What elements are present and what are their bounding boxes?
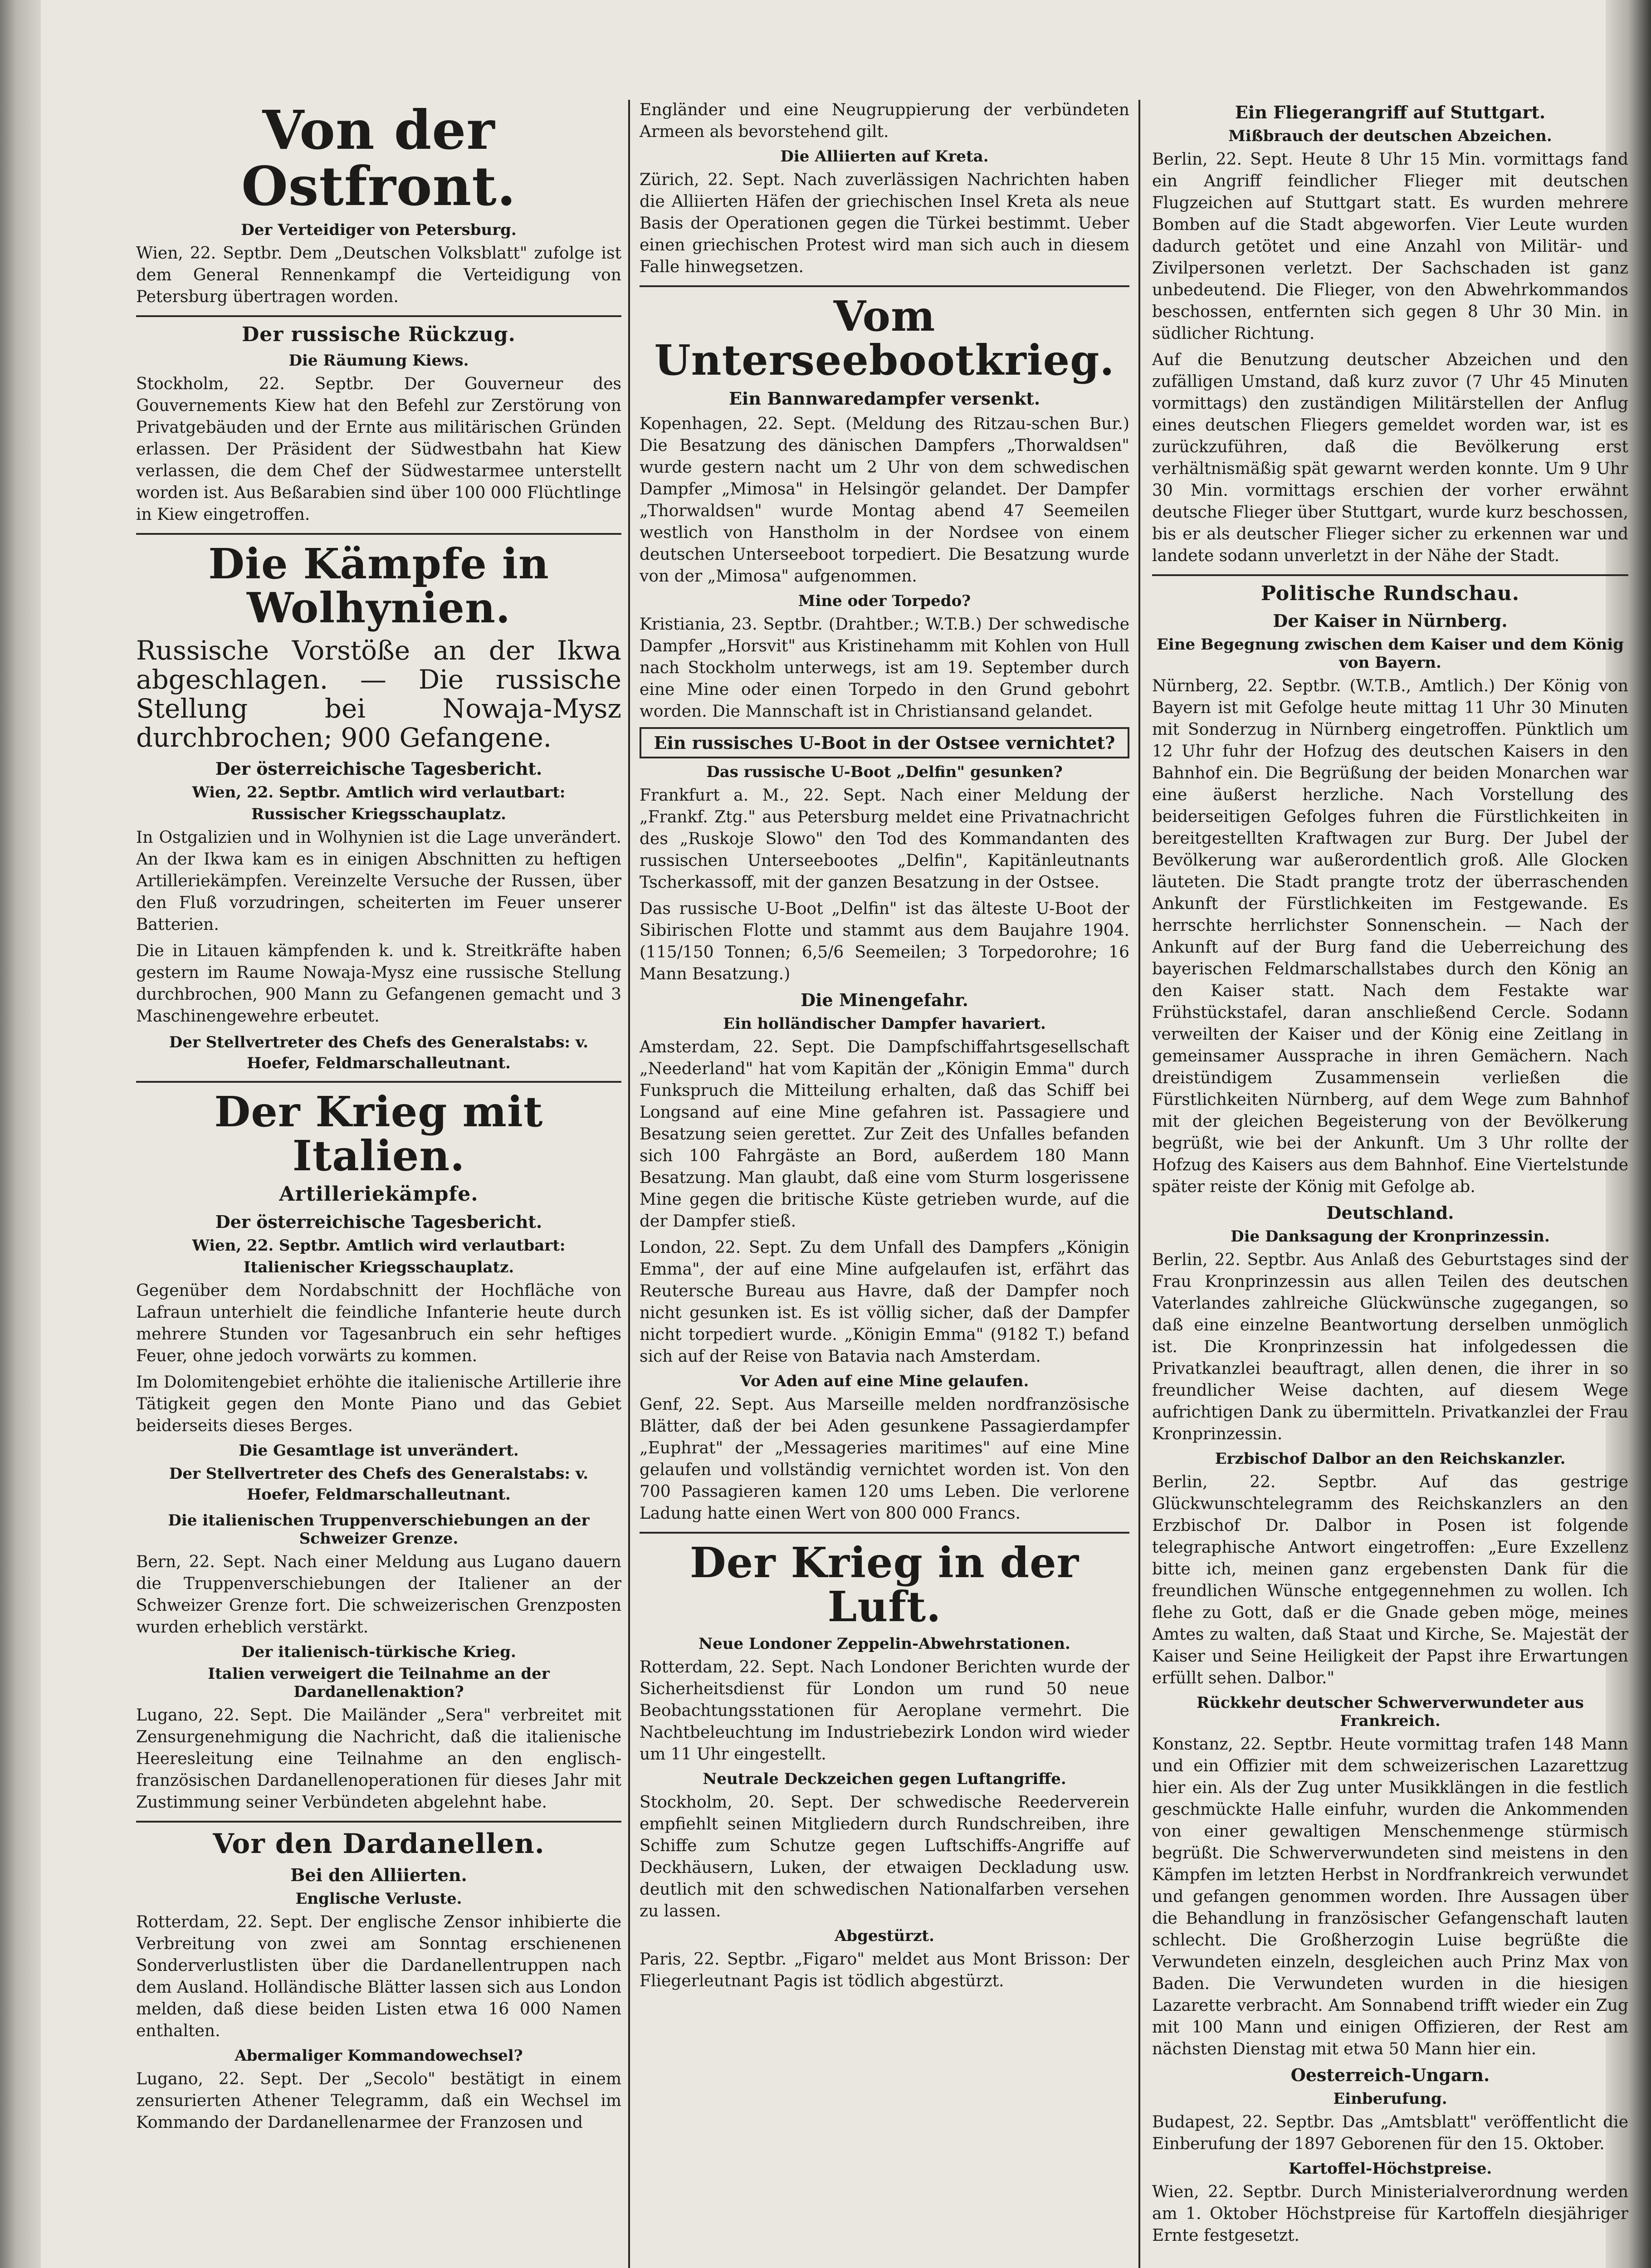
column-2 xyxy=(640,98,1129,1997)
article-text: Nürnberg, 22. Septbr. (W.T.B., Amtlich.) Der König von Bayern ist mit Gefolge heute mittag 11 Uhr 30 Minuten mit Sonderzug in Nürnberg eingetroffen. Pünktlich um 12 Uhr fuhr der Hofzug des deutschen Kaisers in den Bahnhof ein. Die Begrüßung der beiden Monarchen war eine äußerst herzliche. Nach Vorstellung des beiderseitigen Gefolges fuhren die Fürstlichkeiten in bereitgestellten Kraftwagen zur Burg. Der Jubel der Bevölkerung war außerordentlich groß. Alle Glocken läuteten. Die Stadt prangte trotz der überraschenden Ankunft der Fürstlichkeiten im Festgewande. Es herrschte herrlichster Sonnenschein. — Nach der Ankunft auf der Burg fand die Ueberreichung des bayerischen Feldmarschallstabes durch den König an den Kaiser statt. Nach dem Festakte war Frühstückstafel, daran anschließend Cercle. Sodann verweilten der Kaiser und der König eine Zeitlang in gemeinsamer Aussprache in ihren Gemächern. Nach dreistündigem Zusammensein verließen die Fürstlichkeiten Nürnberg, auf dem Wege zum Bahnhof mit der gleichen Begeisterung von der Bevölkerung begrüßt, wie bei der Ankunft. Um 3 Uhr rollte der Hofzug des Kaisers aus dem Bahnhof. Eine Viertelstunde später reiste der König mit Gefolge ab. xyxy=(1152,677,1628,1197)
article-text: Engländer und eine Neugruppierung der verbündeten Armeen als bevorstehend gilt. xyxy=(640,101,1129,141)
headline: Die Alliierten auf Kreta. xyxy=(780,147,989,166)
article-text: Stockholm, 22. Septbr. Der Gouverneur des Gouvernements Kiew hat den Befehl zur Zerstörung von Privatgebäuden und der Ernte aus militärischen Gründen erlassen. Der Präsident der Südwestbahn hat Kiew verlassen, die dem Chef der Südwestarmee unterstellt worden ist. Aus Beßarabien sind über 100 000 Flüchtlinge in Kiew eingetroffen. xyxy=(136,374,621,524)
article-text: Zürich, 22. Sept. Nach zuverlässigen Nachrichten haben die Alliierten Häfen der griechischen Insel Kreta als neue Basis der Operationen gegen die Türkei bestimmt. Ueber einen griechischen Protest wird man sich auch in diesem Falle hinwegsetzen. xyxy=(640,171,1129,276)
column-1 xyxy=(136,98,621,2138)
article-text: Rotterdam, 22. Sept. Nach Londoner Berichten wurde der Sicherheitsdienst für London um rund 50 neue Beobachtungsstationen für Aeroplane vermehrt. Die Nachtbeleuchtung im Industriebezirk London wird wieder um 11 Uhr eingestellt. xyxy=(640,1658,1129,1764)
article-text: Lugano, 22. Sept. Die Mailänder „Sera" verbreitet mit Zensurgenehmigung die Nachricht, daß die italienische Heeresleitung eine Teilnahme an den englisch-französischen Dardanellenoperationen für dieses Jahr mit Zustimmung seiner Verbündeten abgelehnt habe. xyxy=(136,1706,621,1812)
separator xyxy=(136,533,621,535)
headline: Der italienisch-türkische Krieg. xyxy=(241,1642,516,1661)
headline-rundschau: Politische Rundschau. xyxy=(1260,582,1520,605)
article-text: Genf, 22. Sept. Aus Marseille melden nordfranzösische Blätter, daß der bei Aden gesunkene Passagierdampfer „Euphrat" der „Messageries maritimes" auf eine Mine gelaufen und vollständig vernichtet worden ist. Von den 700 Passagieren kamen 120 ums Leben. Die verlorene Ladung hatte einen Wert von 800 000 Francs. xyxy=(640,1395,1129,1523)
headline-luft: Der Krieg in der Luft. xyxy=(689,1538,1080,1631)
subhead: Neue Londoner Zeppelin-Abwehrstationen. xyxy=(698,1635,1070,1653)
article-text: Das russische U-Boot „Delfin" ist das älteste U-Boot der Sibirischen Flotte und stammt aus dem Baujahre 1904. (115/150 Tonnen; 6,5/6 Seemeilen; 3 Torpedorohre; 16 Mann Besatzung.) xyxy=(640,899,1129,984)
headline: Der russische Rückzug. xyxy=(242,323,516,346)
separator xyxy=(1152,574,1628,576)
article-text: Bern, 22. Sept. Nach einer Meldung aus Lugano dauern die Truppenverschiebungen der Italiener an der Schweizer Grenze fort. Die schweizerischen Grenzposten wurden erheblich verstärkt. xyxy=(136,1552,621,1637)
headline-boxed: Ein russisches U-Boot in der Ostsee vernichtet? xyxy=(640,727,1129,758)
subhead: Der österreichische Tagesbericht. xyxy=(215,1211,542,1232)
article-text: Amsterdam, 22. Sept. Die Dampfschiffahrtsgesellschaft „Neederland" hat vom Kapitän der „Königin Emma" durch Funkspruch die Mitteilung erhalten, daß das Schiff bei Longsand auf eine Mine gefahren ist. Passagiere und Besatzung seien gerettet. Zur Zeit des Unfalles befanden sich 100 Fahrgäste an Bord, außerdem 180 Mann Besatzung. Man glaubt, daß eine vom Sturm losgerissene Mine gegen die britische Küste getrieben wurde, auf die der Dampfer stieß. xyxy=(640,1038,1129,1231)
headline-ostfront: Von der Ostfront. xyxy=(241,98,516,218)
subhead: Der Kaiser in Nürnberg. xyxy=(1273,611,1508,631)
article-deck: Russische Vorstöße an der Ikwa abgeschlagen. — Die russische Stellung bei Nowaja-Mysz durchbrochen; 900 Gefangene. xyxy=(136,635,621,753)
subhead: Englische Verluste. xyxy=(295,1889,462,1908)
headline: Erzbischof Dalbor an den Reichskanzler. xyxy=(1215,1450,1566,1468)
separator xyxy=(136,1821,621,1823)
headline: Mine oder Torpedo? xyxy=(798,592,971,611)
headline: Vor Aden auf eine Mine gelaufen. xyxy=(740,1372,1029,1391)
dateline: Wien, 22. Septbr. Amtlich wird verlautbart: xyxy=(192,783,566,802)
book-binding xyxy=(0,0,41,2268)
article-text: Gegenüber dem Nordabschnitt der Hochfläche von Lafraun unterhielt die feindliche Infanterie heute durch mehrere Stunden vor Tagesanbruch ein sehr heftiges Feuer, ohne jedoch vorwärts zu kommen. xyxy=(136,1281,621,1365)
article-text: Lugano, 22. Sept. Der „Secolo" bestätigt in einem zensurierten Athener Telegramm, daß ein Wechsel im Kommando der Dardanellenarmee der Franzosen und xyxy=(136,2069,621,2132)
article-text: Konstanz, 22. Septbr. Heute vormittag trafen 148 Mann und ein Offizier mit dem schweizerischen Lazarettzug hier ein. Als der Zug unter Musikklängen in die festlich geschmückte Halle einfuhr, wurden die Ankommenden von einer gewaltigen Menschenmenge stürmisch begrüßt. Die Schwerverwundeten sind meistens in den Kämpfen im letzten Herbst in Nordfrankreich verwundet und gefangen genommen worden. Ihre Aussagen über die Behandlung in französischer Gefangenschaft lauten schlecht. Die Großherzogin Luise begrüßte die Verwundeten einzeln, desgleichen auch Prinz Max von Baden. Die Verwundeten wurden in die hiesigen Lazarette verbracht. Am Sonnabend trifft wieder ein Zug mit 100 Mann und einigen Offizieren, der Rest am nächsten Dienstag mit etwa 50 Mann hier ein. xyxy=(1152,1735,1628,2059)
article-text: Rotterdam, 22. Sept. Der englische Zensor inhibierte die Verbreitung von zwei am Sonntag erschienenen Sonderverlustlisten über die Dardanellentruppen nach dem Ausland. Holländische Blätter lassen sich aus London melden, daß diese beiden Listen etwa 16 000 Namen enthalten. xyxy=(136,1912,621,2040)
signature: Der Stellvertreter des Chefs des Generalstabs: v. Hoefer, Feldmarschalleutnant. xyxy=(169,1464,589,1504)
article-text: London, 22. Sept. Zu dem Unfall des Dampfers „Königin Emma", der auf eine Mine aufgelaufen ist, erfährt das Reutersche Bureau aus Havre, daß der Dampfer noch nicht gesunken ist. Es ist völlig sicher, daß der Dampfer nicht torpediert wurde. „Königin Emma" (9182 T.) befand sich auf der Reise von Batavia nach Amsterdam. xyxy=(640,1238,1129,1366)
separator xyxy=(640,1532,1129,1534)
subhead-large: Artilleriekämpfe. xyxy=(279,1183,479,1206)
scene-label: Russischer Kriegsschauplatz. xyxy=(251,805,506,824)
separator xyxy=(136,315,621,317)
headline-unterseeboot: Vom Unterseebootkrieg. xyxy=(654,292,1115,385)
article-text: Wien, 22. Septbr. Durch Ministerialverordnung werden am 1. Oktober Höchstpreise für Kartoffeln diesjähriger Ernte festgesetzt. xyxy=(1152,2183,1628,2245)
article-text: Budapest, 22. Septbr. Das „Amtsblatt" veröffentlicht die Einberufung der 1897 Geborenen für den 15. Oktober. xyxy=(1152,2113,1628,2154)
subhead: Einberufung. xyxy=(1333,2090,1447,2108)
subhead: Bei den Alliierten. xyxy=(290,1864,467,1885)
column-3 xyxy=(1152,98,1628,2251)
subhead: Ein holländischer Dampfer havariert. xyxy=(723,1015,1046,1033)
article-text: Die in Litauen kämpfenden k. und k. Streitkräfte haben gestern im Raume Nowaja-Mysz eine russische Stellung durchbrochen, 900 Mann zu Gefangenen gemacht und 3 Maschinengewehre erbeutet. xyxy=(136,942,621,1026)
article-text: Paris, 22. Septbr. „Figaro" meldet aus Mont Brisson: Der Fliegerleutnant Pagis ist tödlich abgestürzt. xyxy=(640,1950,1129,1991)
article-text: In Ostgalizien und in Wolhynien ist die Lage unverändert. An der Ikwa kam es in einigen Abschnitten zu heftigen Artilleriekämpfen. Vereinzelte Versuche der Russen, über den Fluß vorzudringen, scheiterten im Feuer unserer Batterien. xyxy=(136,828,621,934)
separator xyxy=(640,285,1129,287)
article-text: Frankfurt a. M., 22. Sept. Nach einer Meldung der „Frankf. Ztg." aus Petersburg meldet eine Privatnachricht des „Ruskoje Slowo" den Tod des Kommandanten des russischen Unterseebootes „Delfin", Kapitänleutnants Tscherkassoff, mit der ganzen Besatzung in der Ostsee. xyxy=(640,786,1129,892)
headline: Die Minengefahr. xyxy=(801,990,968,1011)
subhead: Das russische U-Boot „Delfin" gesunken? xyxy=(706,763,1063,782)
headline: Oesterreich-Ungarn. xyxy=(1290,2065,1490,2086)
subhead: Ein Bannwaredampfer versenkt. xyxy=(728,388,1040,409)
separator xyxy=(136,1081,621,1083)
article-text: Im Dolomitengebiet erhöhte die italienische Artillerie ihre Tätigkeit gegen den Monte Piano und das Gebiet beiderseits dieses Berges. xyxy=(136,1373,621,1435)
dateline: Wien, 22. Septbr. Amtlich wird verlautbart: xyxy=(192,1236,566,1255)
headline: Ein Fliegerangriff auf Stuttgart. xyxy=(1235,102,1546,122)
article-text: Wien, 22. Septbr. Dem „Deutschen Volksblatt" zufolge ist dem General Rennenkampf die Verteidigung von Petersburg übertragen worden. xyxy=(136,244,621,306)
article-text: Berlin, 22. Septbr. Auf das gestrige Glückwunschtelegramm des Reichskanzlers an den Erzbischof Dr. Dalbor in Posen ist folgende telegraphische Antwort eingetroffen: „Eure Exzellenz bitte ich, meinen ganz ergebensten Dank für die freundlichen Wünsche entgegennehmen zu wollen. Ich flehe zu Gott, daß er die Gnade geben möge, meines Amtes zu walten, daß Staat und Kirche, Se. Majestät der Kaiser und Seine Heiligkeit der Papst ihre Erwartungen erfüllt sehen. Dalbor." xyxy=(1152,1473,1628,1688)
article-text: Kopenhagen, 22. Sept. (Meldung des Ritzau-schen Bur.) Die Besatzung des dänischen Dampfers „Thorwaldsen" wurde gestern nacht um 2 Uhr von dem schwedischen Dampfer „Mimosa" in Helsingör gelandet. Der Dampfer „Thorwaldsen" wurde Montag abend 47 Seemeilen westlich von Hanstholm in der Nordsee von einem deutschen Unterseeboot torpediert. Die Besatzung wurde von der „Mimosa" aufgenommen. xyxy=(640,415,1129,586)
article-text: Die Gesamtlage ist unverändert. xyxy=(239,1441,519,1460)
headline: Deutschland. xyxy=(1326,1202,1454,1223)
article-text: Stockholm, 20. Sept. Der schwedische Reederverein empfiehlt seinen Mitgliedern durch Rundschreiben, ihre Schiffe zum Schutze gegen Luftschiffs-Angriffe auf Deckhäusern, Luken, der etwaigen Deckladung usw. deutlich mit den schwedischen Nationalfarben versehen zu lassen. xyxy=(640,1793,1129,1921)
subhead: Der Verteidiger von Petersburg. xyxy=(241,220,517,239)
subhead: Italien verweigert die Teilnahme an der Dardanellenaktion? xyxy=(208,1664,550,1701)
headline-dardanellen: Vor den Dardanellen. xyxy=(213,1828,545,1860)
signature: Der Stellvertreter des Chefs des Generalstabs: v. Hoefer, Feldmarschalleutnant. xyxy=(169,1033,589,1073)
column-rule-2 xyxy=(1138,100,1140,2268)
subhead: Eine Begegnung zwischen dem Kaiser und dem König von Bayern. xyxy=(1157,635,1624,672)
headline: Neutrale Deckzeichen gegen Luftangriffe. xyxy=(703,1770,1066,1789)
headline: Die italienischen Truppenverschiebungen an der Schweizer Grenze. xyxy=(168,1511,590,1548)
subhead: Die Danksagung der Kronprinzessin. xyxy=(1231,1227,1550,1246)
article-text: Kristiania, 23. Septbr. (Drahtber.; W.T.B.) Der schwedische Dampfer „Horsvit" aus Kristinehamm mit Kohlen von Hull nach Stockholm unterwegs, ist am 19. September durch eine Mine oder einen Torpedo in den Grund gebohrt worden. Die Mannschaft ist in Christiansand gelandet. xyxy=(640,615,1129,721)
scene-label: Italienischer Kriegsschauplatz. xyxy=(243,1258,514,1276)
headline: Kartoffel-Höchstpreise. xyxy=(1288,2160,1492,2178)
headline: Abermaliger Kommandowechsel? xyxy=(234,2046,523,2065)
headline: Abgestürzt. xyxy=(835,1927,934,1945)
subhead: Mißbrauch der deutschen Abzeichen. xyxy=(1228,127,1552,145)
headline-wolhynien: Die Kämpfe in Wolhynien. xyxy=(208,539,549,632)
headline: Rückkehr deutscher Schwerverwundeter aus Frankreich. xyxy=(1197,1694,1584,1730)
column-rule-1 xyxy=(628,100,630,2268)
article-text: Berlin, 22. Septbr. Aus Anlaß des Geburtstages sind der Frau Kronprinzessin aus allen Teilen des deutschen Vaterlandes zahlreiche Glückwünsche zugegangen, so daß eine einzelne Beantwortung derselben unmöglich ist. Die Kronprinzessin hat infolgedessen die Privatkanzlei beauftragt, allen denen, die ihrer in so freundlicher Weise dachten, auf diesem Wege aufrichtigen Dank zu übermitteln. Privatkanzlei der Frau Kronprinzessin. xyxy=(1152,1251,1628,1444)
article-text: Berlin, 22. Sept. Heute 8 Uhr 15 Min. vormittags fand ein Angriff feindlicher Flieger mit deutschen Flugzeichen auf Stuttgart statt. Es wurden mehrere Bomben auf die Stadt abgeworfen. Vier Leute wurden dadurch getötet und eine Anzahl von Militär- und Zivilpersonen verletzt. Der Sachschaden ist ganz unbedeutend. Die Flieger, von den Abwehrkommandos beschossen, entfernten sich gegen 8 Uhr 30 Min. in südlicher Richtung. xyxy=(1152,150,1628,343)
subhead: Die Räumung Kiews. xyxy=(288,351,469,370)
article-text: Auf die Benutzung deutscher Abzeichen und den zufälligen Umstand, daß kurz zuvor (7 Uhr 45 Minuten vormittags) den zuständigen Militärstellen der Anflug eines deutschen Fliegers gemeldet worden war, ist es zurückzuführen, daß die Bevölkerung erst verhältnismäßig spät gewarnt werden konnte. Um 9 Uhr 30 Min. vormittags erschien der vorher erwähnt deutsche Flieger über Stuttgart, wurde kurz beschossen, bis er als deutscher Flieger sicher zu erkennen war und landete sodann unverletzt in der Nähe der Stadt. xyxy=(1152,351,1628,565)
headline-italien: Der Krieg mit Italien. xyxy=(214,1087,543,1180)
subhead: Der österreichische Tagesbericht. xyxy=(215,758,542,779)
